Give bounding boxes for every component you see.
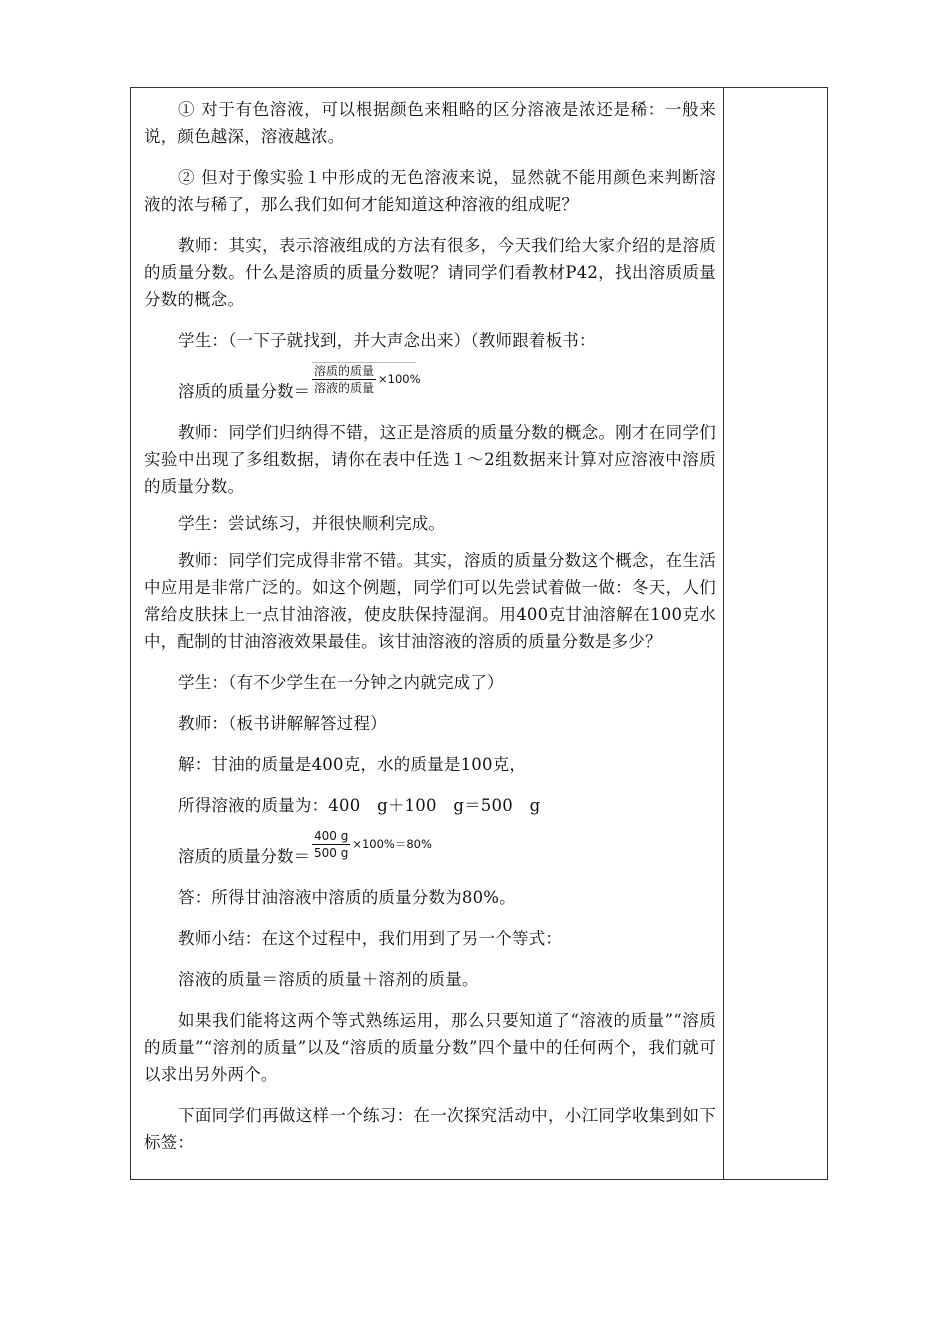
paragraph-teacher-praise: 教师：同学们归纳得不错，这正是溶质的质量分数的概念。刚才在同学们实验中出现了多组数据，请你在表中任选１～2组数据来计算对应溶液中溶质的质量分数。 [144,423,716,496]
formula-mass-fraction [144,364,716,405]
fraction-bar [312,379,376,380]
paragraph-answer: 答：所得甘油溶液中溶质的质量分数为80%。 [178,888,516,907]
fraction-multiplier: ×100% [378,372,421,386]
formula-calculation [144,829,716,870]
fraction-bar [312,844,350,845]
fraction-denominator: 500 g [314,846,349,860]
fraction [312,364,376,395]
paragraph-usage: 如果我们能将这两个等式熟练运用，那么只要知道了“溶液的质量”“溶质的质量”“溶剂的质量”以及“溶质的质量分数”四个量中的任何两个，我们就可以求出另外两个。 [144,1011,716,1084]
formula-label: 溶质的质量分数＝ [178,847,310,866]
paragraph-equation: 溶液的质量＝溶质的质量＋溶剂的质量。 [178,970,479,989]
paragraph-colorless-solution: ② 但对于像实验１中形成的无色溶液来说，显然就不能用颜色来判断溶液的浓与稀了，那么我们如何才能知道这种溶液的组成呢？ [144,168,716,214]
paragraph-summary: 教师小结：在这个过程中，我们用到了另一个等式： [178,929,563,948]
paragraph-example-problem: 教师：同学们完成得非常不错。其实，溶质的质量分数这个概念，在生活中应用是非常广泛的。如这个例题，同学们可以先尝试着做一做：冬天，人们常给皮肤抹上一点甘油溶液，使皮肤保持湿润。用400克甘油溶解在100克水中，配制的甘油溶液效果最佳。该甘油溶液的溶质的质量分数是多少？ [144,551,716,651]
fraction-denominator: 溶液的质量 [314,381,375,395]
fraction-numerator: 溶质的质量 [314,364,375,378]
lesson-table [130,87,828,1180]
paragraph-teacher-board: 教师：（板书讲解解答过程） [178,714,387,733]
paragraph-teacher-intro: 教师：其实，表示溶液组成的方法有很多，今天我们给大家介绍的是溶质的质量分数。什么是溶质的质量分数呢？请同学们看教材P42，找出溶质质量分数的概念。 [144,236,716,309]
paragraph-student-practice: 学生：尝试练习，并很快顺利完成。 [178,514,446,533]
fraction-numerator: 400 g [314,829,349,843]
notes-cell [724,88,827,1179]
paragraph-student-read: 学生：（一下子就找到，并大声念出来）（教师跟着板书： [178,331,596,350]
formula-fraction-image [312,829,432,860]
paragraph-colored-solution: ① 对于有色溶液，可以根据颜色来粗略的区分溶液是浓还是稀：一般来说，颜色越深，溶液越浓。 [144,100,716,146]
fraction-result: ×100%＝80% [352,837,432,851]
paragraph-solution-mass: 所得溶液的质量为：400 g＋100 g＝500 g [178,796,541,815]
fraction [312,829,350,860]
formula-label: 溶质的质量分数＝ [178,382,310,401]
paragraph-student-done: 学生：（有不少学生在一分钟之内就完成了） [178,673,504,692]
paragraph-solution: 解：甘油的质量是400克，水的质量是100克， [178,755,527,774]
lesson-content [144,96,716,1156]
paragraph-exercise: 下面同学们再做这样一个练习：在一次探究活动中，小江同学收集到如下标签： [144,1106,716,1152]
formula-fraction-image [312,364,421,395]
